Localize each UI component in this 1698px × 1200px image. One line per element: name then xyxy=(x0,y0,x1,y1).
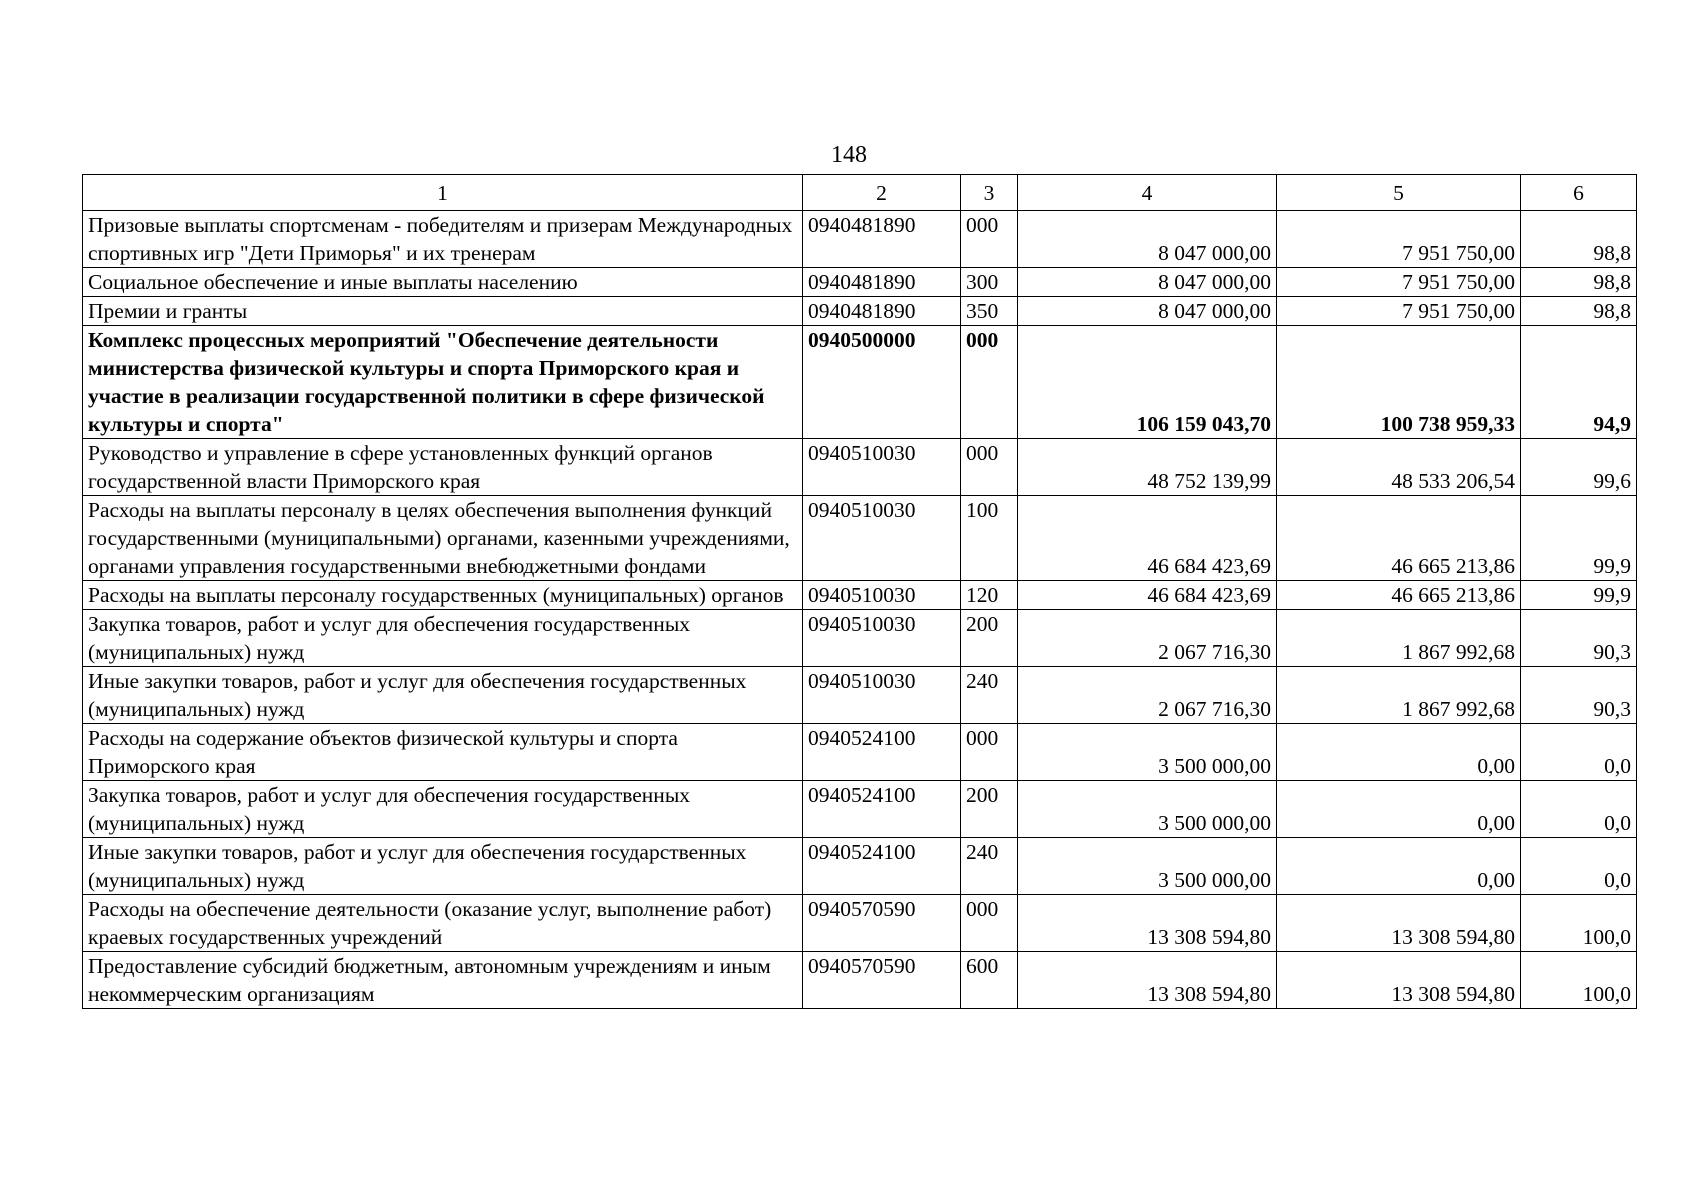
column-header-name: 1 xyxy=(83,175,803,211)
row-name: Закупка товаров, работ и услуг для обеспечения государственных (муниципальных) нужд xyxy=(83,610,803,667)
row-fact-amount: 48 533 206,54 xyxy=(1277,439,1521,496)
row-code: 0940510030 xyxy=(803,496,961,581)
row-plan-amount: 8 047 000,00 xyxy=(1018,297,1277,326)
row-percent: 98,8 xyxy=(1521,268,1637,297)
row-plan-amount: 8 047 000,00 xyxy=(1018,268,1277,297)
row-code: 0940510030 xyxy=(803,439,961,496)
table-body xyxy=(83,211,1637,1009)
row-fact-amount: 46 665 213,86 xyxy=(1277,496,1521,581)
row-fact-amount: 13 308 594,80 xyxy=(1277,952,1521,1009)
row-fact-amount: 0,00 xyxy=(1277,781,1521,838)
row-plan-amount: 3 500 000,00 xyxy=(1018,724,1277,781)
row-expense-kind: 000 xyxy=(961,439,1018,496)
row-fact-amount: 7 951 750,00 xyxy=(1277,211,1521,268)
row-plan-amount: 3 500 000,00 xyxy=(1018,781,1277,838)
row-fact-amount: 100 738 959,33 xyxy=(1277,326,1521,439)
row-percent: 98,8 xyxy=(1521,211,1637,268)
budget-table xyxy=(82,174,1637,1009)
table-row xyxy=(83,610,1637,667)
row-code: 0940500000 xyxy=(803,326,961,439)
row-percent: 0,0 xyxy=(1521,724,1637,781)
row-code: 0940510030 xyxy=(803,610,961,667)
row-fact-amount: 7 951 750,00 xyxy=(1277,268,1521,297)
row-code: 0940481890 xyxy=(803,268,961,297)
row-expense-kind: 240 xyxy=(961,667,1018,724)
row-plan-amount: 48 752 139,99 xyxy=(1018,439,1277,496)
row-expense-kind: 000 xyxy=(961,211,1018,268)
table-row xyxy=(83,268,1637,297)
row-plan-amount: 13 308 594,80 xyxy=(1018,895,1277,952)
row-fact-amount: 46 665 213,86 xyxy=(1277,581,1521,610)
row-percent: 99,9 xyxy=(1521,581,1637,610)
row-name: Комплекс процессных мероприятий "Обеспечение деятельности министерства физической культуры и спорта Приморского края и участие в реализации государственной политики в сфере физической культуры и спорта" xyxy=(83,326,803,439)
row-code: 0940570590 xyxy=(803,952,961,1009)
table-row xyxy=(83,781,1637,838)
row-name: Расходы на выплаты персоналу государственных (муниципальных) органов xyxy=(83,581,803,610)
row-name: Расходы на выплаты персоналу в целях обеспечения выполнения функций государственными (муниципальными) органами, казенными учреждениями, органами управления государственными внебюджетными фондами xyxy=(83,496,803,581)
table-row xyxy=(83,667,1637,724)
table-row xyxy=(83,895,1637,952)
row-percent: 0,0 xyxy=(1521,781,1637,838)
column-header-percent: 6 xyxy=(1521,175,1637,211)
column-header-kind: 3 xyxy=(961,175,1018,211)
row-expense-kind: 000 xyxy=(961,724,1018,781)
row-plan-amount: 2 067 716,30 xyxy=(1018,667,1277,724)
table-row xyxy=(83,439,1637,496)
row-code: 0940510030 xyxy=(803,581,961,610)
table-row xyxy=(83,952,1637,1009)
row-percent: 0,0 xyxy=(1521,838,1637,895)
table-row xyxy=(83,496,1637,581)
row-code: 0940524100 xyxy=(803,724,961,781)
row-code: 0940481890 xyxy=(803,297,961,326)
row-name: Предоставление субсидий бюджетным, автономным учреждениям и иным некоммерческим организациям xyxy=(83,952,803,1009)
row-percent: 90,3 xyxy=(1521,667,1637,724)
row-plan-amount: 13 308 594,80 xyxy=(1018,952,1277,1009)
row-percent: 98,8 xyxy=(1521,297,1637,326)
row-plan-amount: 46 684 423,69 xyxy=(1018,581,1277,610)
row-expense-kind: 350 xyxy=(961,297,1018,326)
row-percent: 99,9 xyxy=(1521,496,1637,581)
row-name: Руководство и управление в сфере установленных функций органов государственной власти Приморского края xyxy=(83,439,803,496)
table-row xyxy=(83,297,1637,326)
row-expense-kind: 200 xyxy=(961,610,1018,667)
row-expense-kind: 000 xyxy=(961,326,1018,439)
row-fact-amount: 7 951 750,00 xyxy=(1277,297,1521,326)
column-header-fact: 5 xyxy=(1277,175,1521,211)
row-expense-kind: 000 xyxy=(961,895,1018,952)
row-plan-amount: 2 067 716,30 xyxy=(1018,610,1277,667)
table-row xyxy=(83,724,1637,781)
table-header-row xyxy=(83,175,1637,211)
table-row xyxy=(83,326,1637,439)
page-number: 148 xyxy=(831,142,867,168)
row-name: Закупка товаров, работ и услуг для обеспечения государственных (муниципальных) нужд xyxy=(83,781,803,838)
row-name: Расходы на обеспечение деятельности (оказание услуг, выполнение работ) краевых государственных учреждений xyxy=(83,895,803,952)
row-expense-kind: 200 xyxy=(961,781,1018,838)
row-name: Призовые выплаты спортсменам - победителям и призерам Международных спортивных игр "Дети Приморья" и их тренерам xyxy=(83,211,803,268)
row-fact-amount: 1 867 992,68 xyxy=(1277,610,1521,667)
row-percent: 94,9 xyxy=(1521,326,1637,439)
row-expense-kind: 240 xyxy=(961,838,1018,895)
row-name: Иные закупки товаров, работ и услуг для обеспечения государственных (муниципальных) нужд xyxy=(83,667,803,724)
table-row xyxy=(83,581,1637,610)
row-code: 0940524100 xyxy=(803,781,961,838)
table-row xyxy=(83,838,1637,895)
row-plan-amount: 46 684 423,69 xyxy=(1018,496,1277,581)
column-header-code: 2 xyxy=(803,175,961,211)
row-percent: 100,0 xyxy=(1521,952,1637,1009)
row-expense-kind: 120 xyxy=(961,581,1018,610)
row-code: 0940524100 xyxy=(803,838,961,895)
row-fact-amount: 0,00 xyxy=(1277,838,1521,895)
row-plan-amount: 106 159 043,70 xyxy=(1018,326,1277,439)
row-percent: 90,3 xyxy=(1521,610,1637,667)
row-name: Премии и гранты xyxy=(83,297,803,326)
row-code: 0940510030 xyxy=(803,667,961,724)
row-percent: 100,0 xyxy=(1521,895,1637,952)
row-expense-kind: 600 xyxy=(961,952,1018,1009)
row-name: Социальное обеспечение и иные выплаты населению xyxy=(83,268,803,297)
row-plan-amount: 3 500 000,00 xyxy=(1018,838,1277,895)
row-percent: 99,6 xyxy=(1521,439,1637,496)
row-name: Расходы на содержание объектов физической культуры и спорта Приморского края xyxy=(83,724,803,781)
column-header-plan: 4 xyxy=(1018,175,1277,211)
row-fact-amount: 1 867 992,68 xyxy=(1277,667,1521,724)
row-plan-amount: 8 047 000,00 xyxy=(1018,211,1277,268)
row-name: Иные закупки товаров, работ и услуг для обеспечения государственных (муниципальных) нужд xyxy=(83,838,803,895)
table-row xyxy=(83,211,1637,268)
row-expense-kind: 300 xyxy=(961,268,1018,297)
row-code: 0940481890 xyxy=(803,211,961,268)
row-fact-amount: 0,00 xyxy=(1277,724,1521,781)
row-fact-amount: 13 308 594,80 xyxy=(1277,895,1521,952)
row-expense-kind: 100 xyxy=(961,496,1018,581)
row-code: 0940570590 xyxy=(803,895,961,952)
